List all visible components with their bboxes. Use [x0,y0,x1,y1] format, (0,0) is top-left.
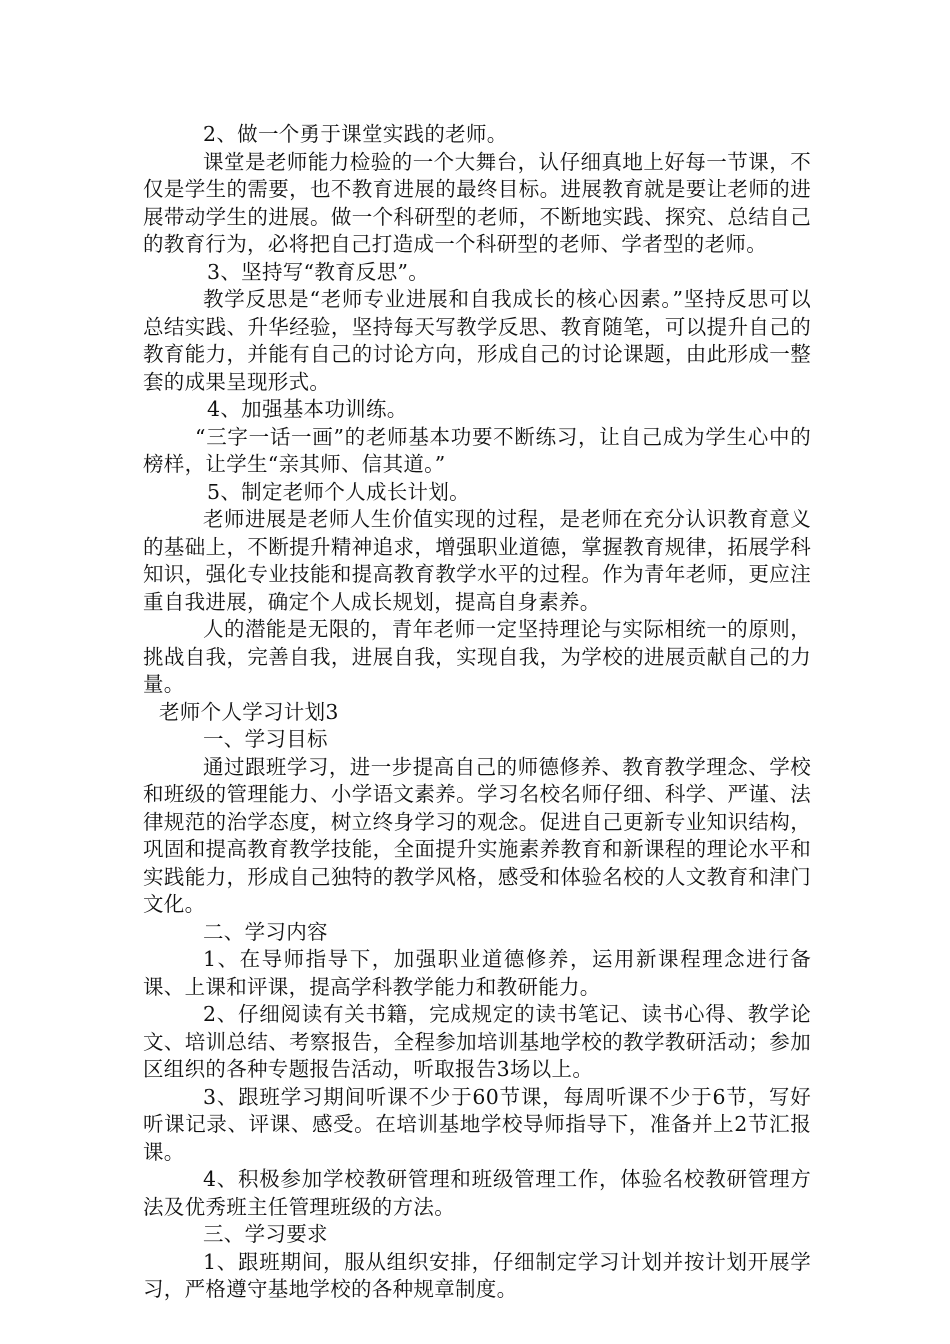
paragraph: 课堂是老师能力检验的一个大舞台，认仔细真地上好每一节课，不仅是学生的需要，也不教育进展的最终目标。进展教育就是要让老师的进展带动学生的进展。做一个科研型的老师，不断地实践、探究、总结自己的教育行为，必将把自己打造成一个科研型的老师、学者型的老师。 [143,149,811,256]
document-body [143,121,811,1304]
section-title: 老师个人学习计划3 [159,699,339,724]
list-item: 4、积极参加学校教研管理和班级管理工作，体验名校教研管理方法及优秀班主任管理班级的方法。 [143,1167,811,1219]
paragraph: 老师进展是老师人生价值实现的过程，是老师在充分认识教育意义的基础上，不断提升精神追求，增强职业道德，掌握教育规律，拓展学科知识，强化专业技能和提高教育教学水平的过程。作为青年老师，更应注重自我进展，确定个人成长规划，提高自身素养。 [143,507,811,614]
paragraph: 人的潜能是无限的，青年老师一定坚持理论与实际相统一的原则，挑战自我，完善自我，进展自我，实现自我，为学校的进展贡献自己的力量。 [143,617,811,696]
paragraph: “三字一话一画”的老师基本功要不断练习，让自己成为学生心中的榜样，让学生“亲其师、信其道。” [143,424,811,476]
heading-item-4: 4、加强基本功训练。 [207,397,408,421]
heading-item-5: 5、制定老师个人成长计划。 [207,479,470,504]
paragraph: 通过跟班学习，进一步提高自己的师德修养、教育教学理念、学校和班级的管理能力、小学语文素养。学习名校名师仔细、科学、严谨、法律规范的治学态度，树立终身学习的观念。促进自己更新专业知识结构，巩固和提高教育教学技能，全面提升实施素养教育和新课程的理论水平和实践能力，形成自己独特的教学风格，感受和体验名校的人文教育和津门文化。 [143,754,811,916]
list-item: 2、仔细阅读有关书籍，完成规定的读书笔记、读书心得、教学论文、培训总结、考察报告，全程参加培训基地学校的教学教研活动；参加区组织的各种专题报告活动，听取报告3场以上。 [143,1002,811,1081]
heading-item-3: 3、坚持写“教育反思”。 [207,259,430,284]
paragraph: 教学反思是“老师专业进展和自我成长的核心因素。”坚持反思可以总结实践、升华经验，坚持每天写教学反思、教育随笔，可以提升自己的教育能力，并能有自己的讨论方向，形成自己的讨论课题，由此形成一整套的成果呈现形式。 [143,287,811,394]
list-item: 3、跟班学习期间听课不少于60节课，每周听课不少于6节，写好听课记录、评课、感受。在培训基地学校导师指导下，准备并上2节汇报课。 [143,1084,811,1164]
list-item: 1、跟班期间，服从组织安排，仔细制定学习计划并按计划开展学习，严格遵守基地学校的各种规章制度。 [143,1249,811,1301]
section-heading-requirements: 三、学习要求 [203,1222,328,1246]
heading-item-2: 2、做一个勇于课堂实践的老师。 [203,122,508,146]
section-heading-goals: 一、学习目标 [203,727,328,751]
section-heading-content: 二、学习内容 [203,919,328,944]
list-item: 1、在导师指导下，加强职业道德修养，运用新课程理念进行备课、上课和评课，提高学科教学能力和教研能力。 [143,947,811,999]
